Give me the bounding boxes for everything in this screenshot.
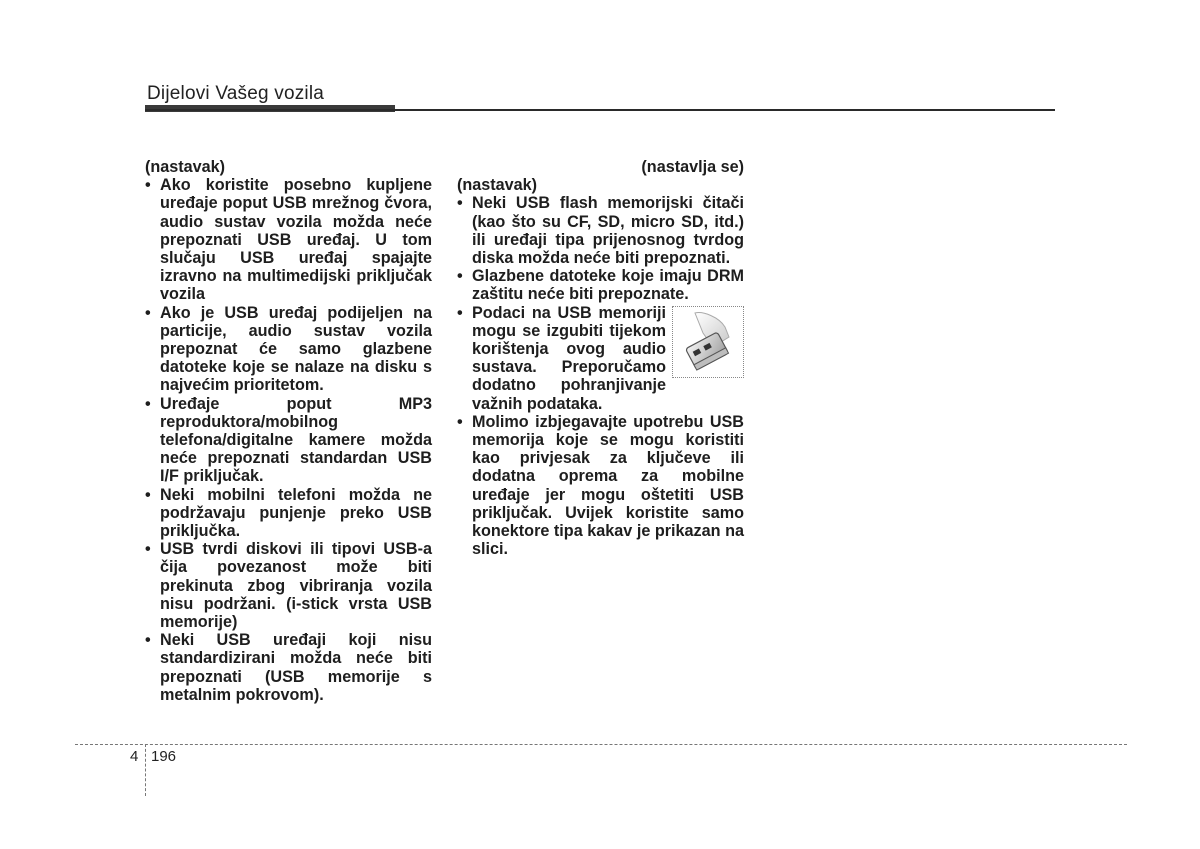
header-rule — [145, 109, 1055, 111]
right-column — [457, 158, 744, 558]
list-item: • Uređaje poput MP3 reproduktora/mobilnog telefona/digitalne kamere možda neće prepoznati standardan USB I/F priključak. — [145, 395, 432, 486]
list-item: • Molimo izbjegavajte upotrebu USB memorija koje se mogu koristiti kao privjesak za ključeve ili dodatna oprema za mobilne uređaje jer mogu oštetiti USB priključak. Uvijek koristite samo konektore tipa kakav je prikazan na slici. — [457, 413, 744, 559]
list-item-text: Podaci na USB memoriji mogu se izgubiti tijekom korištenja ovog audio sustava. Preporučamo dodatno pohranjivanje važnih podataka. — [472, 303, 666, 413]
footer-vertical-rule — [145, 744, 146, 796]
list-item: • Neki USB flash memorijski čitači (kao što su CF, SD, micro SD, itd.) ili uređaji tipa prijenosnog tvrdog diska možda neće biti prepoznati. — [457, 194, 744, 267]
list-item: • Neki mobilni telefoni možda ne podržavaju punjenje preko USB priključka. — [145, 486, 432, 541]
list-item: • Ako je USB uređaj podijeljen na particije, audio sustav vozila prepoznat će samo glazbene datoteke koje se nalaze na disku s najvećim prioritetom. — [145, 304, 432, 395]
page-number: 196 — [151, 748, 177, 765]
right-bullet-list — [457, 194, 744, 558]
list-item: • Neki USB uređaji koji nisu standardizirani možda neće biti prepoznati (USB memorije s metalnim pokrovom). — [145, 631, 432, 704]
usb-stick-icon — [672, 306, 744, 378]
footer-rule — [75, 744, 1127, 745]
list-item: • USB tvrdi diskovi ili tipovi USB-a čija povezanost može biti prekinuta zbog vibriranja vozila nisu podržani. (i-stick vrsta USB memorije) — [145, 540, 432, 631]
continued-label: (nastavlja se) — [641, 158, 744, 176]
list-item — [457, 304, 744, 413]
list-item: • Glazbene datoteke koje imaju DRM zaštitu neće biti prepoznate. — [457, 267, 744, 303]
left-bullet-list — [145, 176, 432, 704]
continuation-label: (nastavak) — [457, 176, 538, 195]
list-item: • Ako koristite posebno kupljene uređaje poput USB mrežnog čvora, audio sustav vozila možda neće prepoznati USB uređaj. U tom slučaju USB uređaj spajajte izravno na multimedijski priključak vozila — [145, 176, 432, 303]
left-column — [145, 158, 432, 704]
chapter-number: 4 — [130, 748, 139, 765]
page-title: Dijelovi Vašeg vozila — [147, 83, 325, 104]
continuation-label: (nastavak) — [145, 158, 226, 176]
